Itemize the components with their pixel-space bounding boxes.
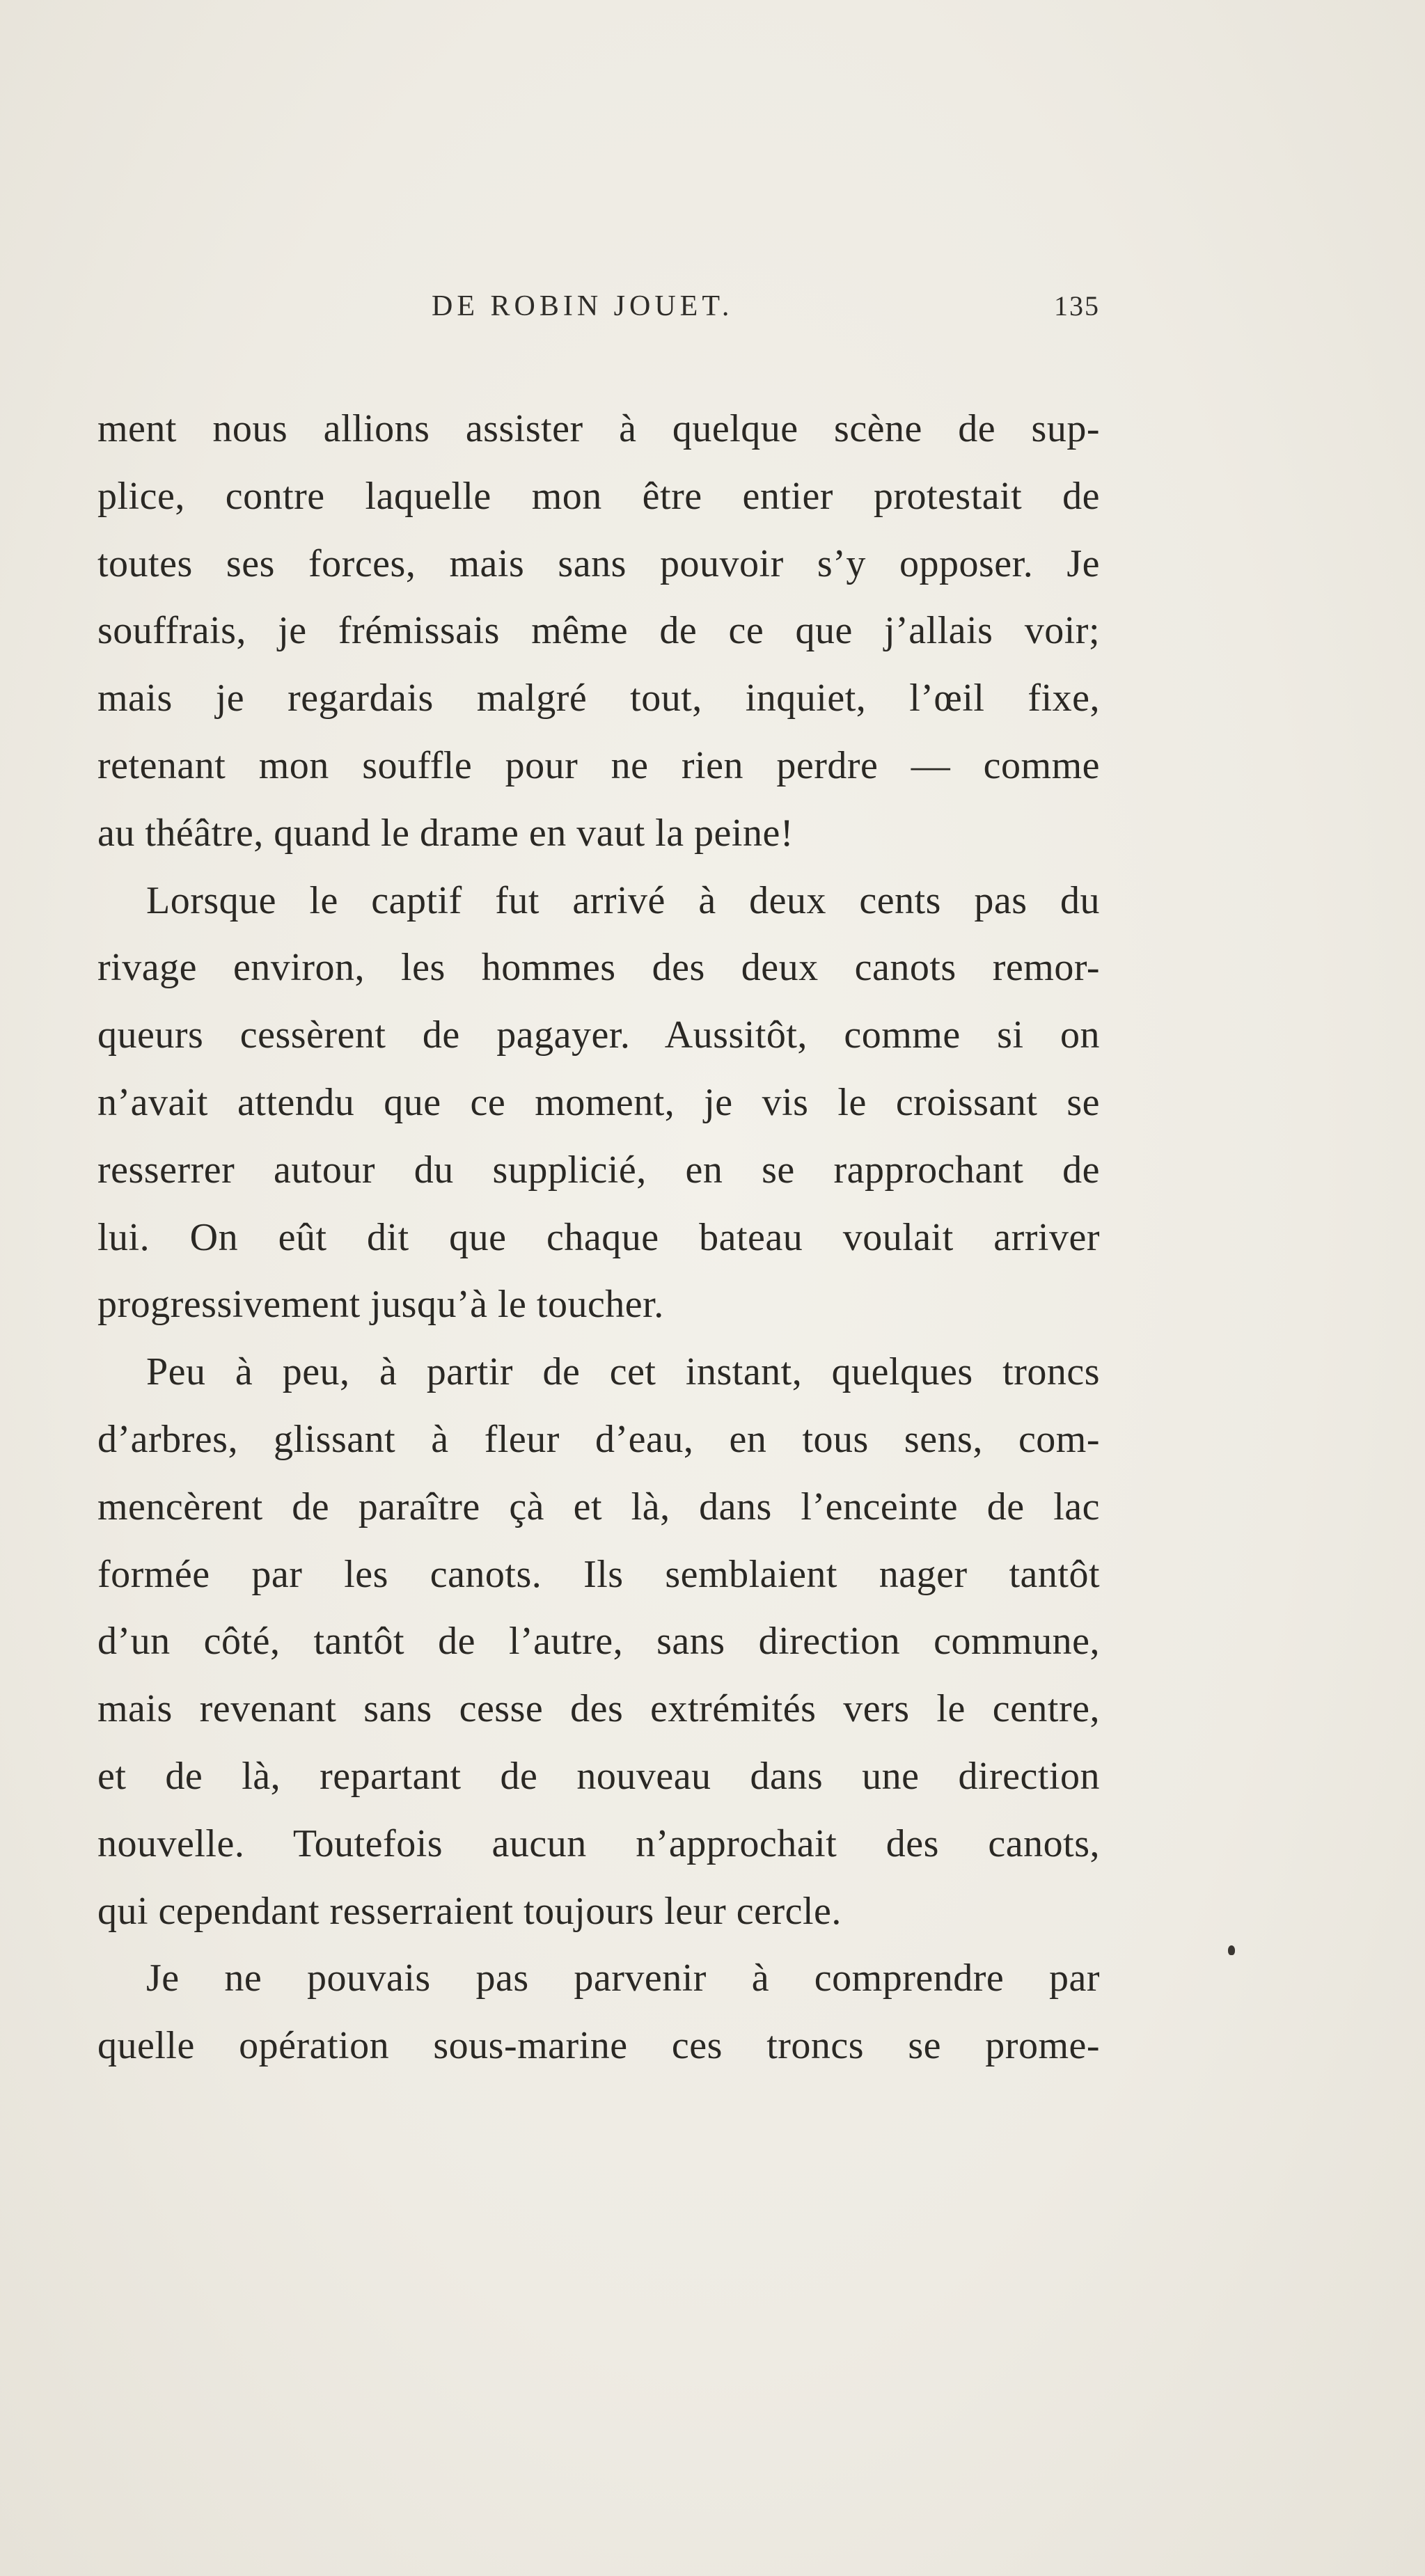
text-line: mais revenant sans cesse des extrémités vers le centre, xyxy=(97,1687,1100,1731)
text-line: et de là, repartant de nouveau dans une direction xyxy=(97,1754,1100,1798)
text-line: souffrais, je frémissais même de ce que j’allais voir; xyxy=(97,609,1100,653)
page-number: 135 xyxy=(1054,290,1100,322)
text-line: mais je regardais malgré tout, inquiet, l’œil fixe, xyxy=(97,677,1100,720)
text-line: toutes ses forces, mais sans pouvoir s’y opposer. Je xyxy=(97,542,1100,585)
paragraph-start-line: Peu à peu, à partir de cet instant, quelques troncs xyxy=(146,1350,1100,1394)
text-line: progressivement jusqu’à le toucher. xyxy=(97,1283,664,1327)
ink-speck xyxy=(1228,1945,1235,1955)
text-line: nouvelle. Toutefois aucun n’approchait des canots, xyxy=(97,1822,1100,1865)
text-line: au théâtre, quand le drame en vaut la peine! xyxy=(97,811,794,855)
text-line: d’arbres, glissant à fleur d’eau, en tous sens, com- xyxy=(97,1417,1100,1461)
page-header xyxy=(97,290,1100,331)
text-line: rivage environ, les hommes des deux canots remor- xyxy=(97,946,1100,990)
text-line: d’un côté, tantôt de l’autre, sans direction commune, xyxy=(97,1620,1100,1664)
text-line: lui. On eût dit que chaque bateau voulait arriver xyxy=(97,1215,1100,1259)
text-line: plice, contre laquelle mon être entier protestait de xyxy=(97,474,1100,518)
running-title: DE ROBIN JOUET. xyxy=(432,290,734,322)
text-line: resserrer autour du supplicié, en se rapprochant de xyxy=(97,1148,1100,1192)
text-line: quelle opération sous-marine ces troncs se prome- xyxy=(97,2024,1100,2068)
body-text xyxy=(97,395,1100,2080)
text-line: ment nous allions assister à quelque scène de sup- xyxy=(97,407,1100,450)
text-line: mencèrent de paraître çà et là, dans l’enceinte de lac xyxy=(97,1485,1100,1528)
text-line: formée par les canots. Ils semblaient nager tantôt xyxy=(97,1552,1100,1596)
paragraph-start-line: Lorsque le captif fut arrivé à deux cents pas du xyxy=(146,878,1100,922)
text-line: retenant mon souffle pour ne rien perdre — comme xyxy=(97,743,1100,787)
text-line: n’avait attendu que ce moment, je vis le croissant se xyxy=(97,1080,1100,1124)
paragraph-start-line: Je ne pouvais pas parvenir à comprendre par xyxy=(146,1957,1100,2000)
text-line: qui cependant resserraient toujours leur cercle. xyxy=(97,1889,842,1933)
text-line: queurs cessèrent de pagayer. Aussitôt, comme si on xyxy=(97,1013,1100,1057)
